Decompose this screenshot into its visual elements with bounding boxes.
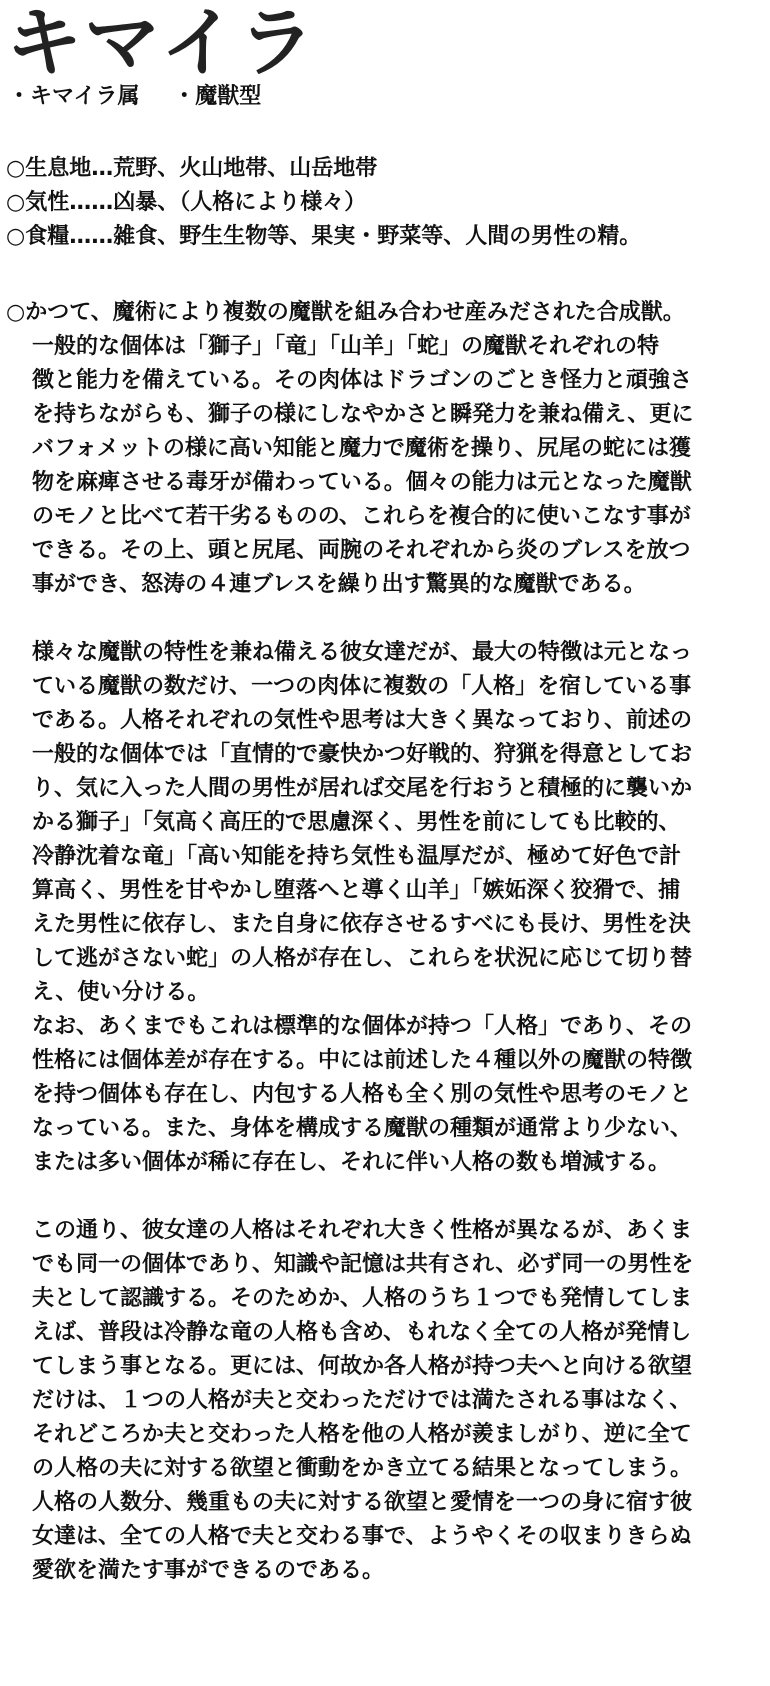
paragraph-line: 冷静沈着な竜」「高い知能を持ち気性も温厚だが、極めて好色で計	[32, 844, 682, 869]
paragraph-line: 愛欲を満たす事ができるのである。	[32, 1558, 385, 1583]
paragraph-line: でも同一の個体であり、知識や記憶は共有され、必ず同一の男性を	[32, 1252, 694, 1277]
paragraph-line: して逃がさない蛇」の人格が存在し、これらを状況に応じて切り替	[32, 946, 693, 971]
paragraph-line: の人格の夫に対する欲望と衝動をかき立てる結果となってしまう。	[32, 1456, 693, 1481]
tag-type: ・魔獣型	[173, 84, 262, 109]
paragraph-line: 様々な魔獣の特性を兼ね備える彼女達だが、最大の特徴は元となっ	[32, 640, 693, 665]
paragraph-line: かる獅子」「気高く高圧的で思慮深く、男性を前にしても比較的、	[32, 810, 681, 835]
paragraph-line: のモノと比べて若干劣るものの、これらを複合的に使いこなす事が	[32, 504, 691, 529]
paragraph-line: 性格には個体差が存在する。中には前述した４種以外の魔獣の特徴	[32, 1048, 693, 1073]
profile-list	[6, 152, 641, 254]
paragraph-line: 女達は、全ての人格で夫と交わる事で、ようやくその収まりきらぬ	[32, 1524, 692, 1549]
paragraph-line: この通り、彼女達の人格はそれぞれ大きく性格が異なるが、あくま	[32, 1218, 693, 1243]
paragraph-desire	[6, 1214, 762, 1588]
paragraph-line: てしまう事となる。更には、何故か各人格が持つ夫へと向ける欲望	[32, 1354, 693, 1379]
paragraph-line: 一般的な個体では「直情的で豪快かつ好戦的、狩猟を得意としてお	[32, 742, 693, 767]
paragraph-spacer	[6, 1180, 762, 1214]
paragraph-line: できる。その上、頭と尻尾、両腕のそれぞれから炎のブレスを放つ	[32, 538, 691, 563]
paragraph-line: 事ができ、怒涛の４連ブレスを繰り出す驚異的な魔獣である。	[32, 572, 646, 597]
temperament-row: ○気性……凶暴、（人格により様々）	[6, 190, 367, 215]
paragraph-line: バフォメットの様に高い知能と魔力で魔術を操り、尻尾の蛇には獲	[32, 436, 691, 461]
paragraph-line: なお、あくまでもこれは標準的な個体が持つ「人格」であり、その	[32, 1014, 693, 1039]
paragraph-line: それどころか夫と交わった人格を他の人格が羨ましがり、逆に全て	[32, 1422, 692, 1447]
paragraph-line: えた男性に依存し、また自身に依存させるすべにも長け、男性を決	[32, 912, 691, 937]
paragraph-origin	[6, 296, 762, 602]
paragraph-line: なっている。また、身体を構成する魔獣の種類が通常より少ない、	[32, 1116, 693, 1141]
paragraph-line: 物を麻痺させる毒牙が備わっている。個々の能力は元となった魔獣	[32, 470, 692, 495]
habitat-row: ○生息地…荒野、火山地帯、山岳地帯	[6, 156, 378, 181]
description	[6, 296, 762, 1588]
paragraph-line: である。人格それぞれの気性や思考は大きく異なっており、前述の	[32, 708, 693, 733]
paragraph-variation	[6, 1010, 762, 1180]
tag-genus: ・キマイラ属	[8, 84, 140, 109]
paragraph-line: え、使い分ける。	[32, 980, 210, 1005]
paragraph-line: を持ちながらも、獅子の様にしなやかさと瞬発力を兼ね備え、更に	[32, 402, 694, 427]
paragraph-personalities	[6, 636, 762, 1010]
paragraph-line: えば、普段は冷静な竜の人格も含め、もれなく全ての人格が発情し	[32, 1320, 692, 1345]
paragraph-line: ている魔獣の数だけ、一つの肉体に複数の「人格」を宿している事	[32, 674, 692, 699]
page-title: キマイラ	[6, 0, 317, 87]
paragraph-line: り、気に入った人間の男性が居れば交尾を行おうと積極的に襲いか	[32, 776, 693, 801]
paragraph-line: 人格の人数分、幾重もの夫に対する欲望と愛情を一つの身に宿す彼	[32, 1490, 693, 1515]
diet-row: ○食糧……雑食、野生生物等、果実・野菜等、人間の男性の精。	[6, 224, 642, 249]
paragraph-line: ○かつて、魔術により複数の魔獣を組み合わせ産みだされた合成獣。	[6, 300, 685, 325]
paragraph-line: だけは、１つの人格が夫と交わっただけでは満たされる事はなく、	[32, 1388, 692, 1413]
paragraph-spacer	[6, 602, 762, 636]
paragraph-line: または多い個体が稀に存在し、それに伴い人格の数も増減する。	[32, 1150, 671, 1175]
paragraph-line: 一般的な個体は「獅子」「竜」「山羊」「蛇」の魔獣それぞれの特	[32, 334, 660, 359]
classification-tags	[8, 80, 261, 114]
paragraph-line: 夫として認識する。そのためか、人格のうち１つでも発情してしま	[32, 1286, 693, 1311]
paragraph-line: を持つ個体も存在し、内包する人格も全く別の気性や思考のモノと	[32, 1082, 692, 1107]
paragraph-line: 徴と能力を備えている。その肉体はドラゴンのごとき怪力と頑強さ	[32, 368, 693, 393]
paragraph-line: 算高く、男性を甘やかし堕落へと導く山羊」「嫉妬深く狡猾で、捕	[32, 878, 681, 903]
